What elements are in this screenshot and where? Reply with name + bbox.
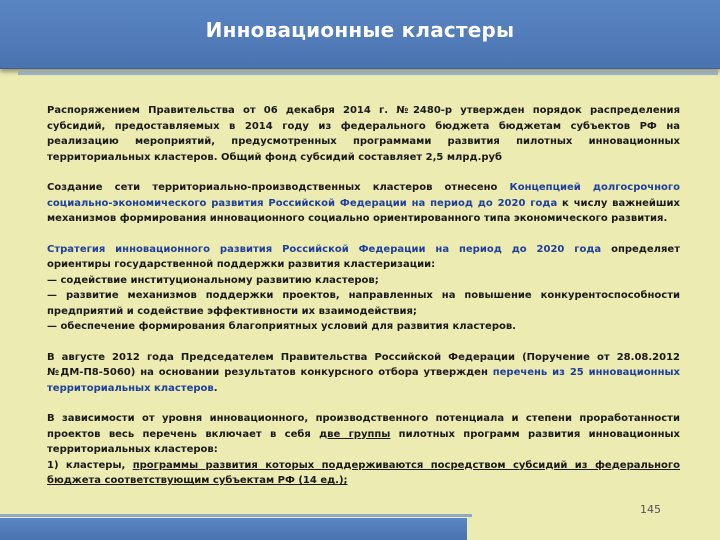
concept-text-start: Создание сети территориально-производственных кластеров отнесено [47,182,510,193]
groups-item-1-underlined: программы развития которых поддерживаются посредством субсидий из федерального бюджета соответствующим субъектам РФ (14 ед.); [47,459,680,486]
august-text: В августе 2012 года Председателем Правительства Российской Федерации (Поручение от 28.08.2012 №ДМ-П8-5060) на основании результатов конкурсного отбора утвержден [47,351,680,378]
paragraph-concept [47,180,680,227]
header-stripe [18,71,718,75]
groups-text-end: пилотных программ развития инновационных территориальных кластеров: [47,428,680,455]
strategy-item-2: — развитие механизмов поддержки проектов, направленных на повышение конкурентоспособности предприятий и содействие эффективности их взаимодействия; [47,290,680,317]
paragraph-strategy [47,242,680,273]
strategy-text: определяет ориентиры государственной поддержки развития кластеризации: [47,243,680,270]
paragraph-groups [47,411,680,458]
strategy-item-1: — содействие институциональному развитию кластеров; [47,274,379,286]
cluster-list-link: перечень из 25 инновационных территориальных кластеров [47,367,680,394]
august-end: . [213,382,218,394]
groups-item-1 [47,458,680,489]
slide-body [47,103,680,489]
slide-title: Инновационные кластеры [205,18,515,42]
page-number: 145 [640,503,661,516]
groups-text-start: В зависимости от уровня инновационного, производственного потенциала и степени проработанности проектов весь перечень включает в себя [47,413,680,440]
slide-header [0,0,720,69]
paragraph-decree: Распоряжением Правительства от 06 декабря 2014 г. №2480-р утвержден порядок распределения субсидий, предоставляемых в 2014 году из федерального бюджета бюджетам субъектов РФ на реализацию мероприятий, предусмотренных программами развития пилотных инновационных территориальных кластеров. Общий фонд субсидий составляет 2,5 млрд.руб [47,105,680,163]
footer-stripe [0,514,472,517]
strategy-item-3: — обеспечение формирования благоприятных условий для развития кластеров. [47,321,516,332]
strategy-link: Стратегия инновационного развития Российской Федерации на период до 2020 года [47,243,602,255]
paragraph-august [47,350,680,397]
footer-bar [0,518,467,540]
concept-link: Концепцией долгосрочного социально-экономического развития Российской Федерации на период до 2020 года [47,182,680,209]
groups-item-1-start: 1) кластеры, [47,459,133,471]
concept-text-end: к числу важнейших механизмов формирования инновационного социально ориентированного типа экономического развития. [47,197,680,224]
two-groups-underlined: две группы [319,428,391,440]
